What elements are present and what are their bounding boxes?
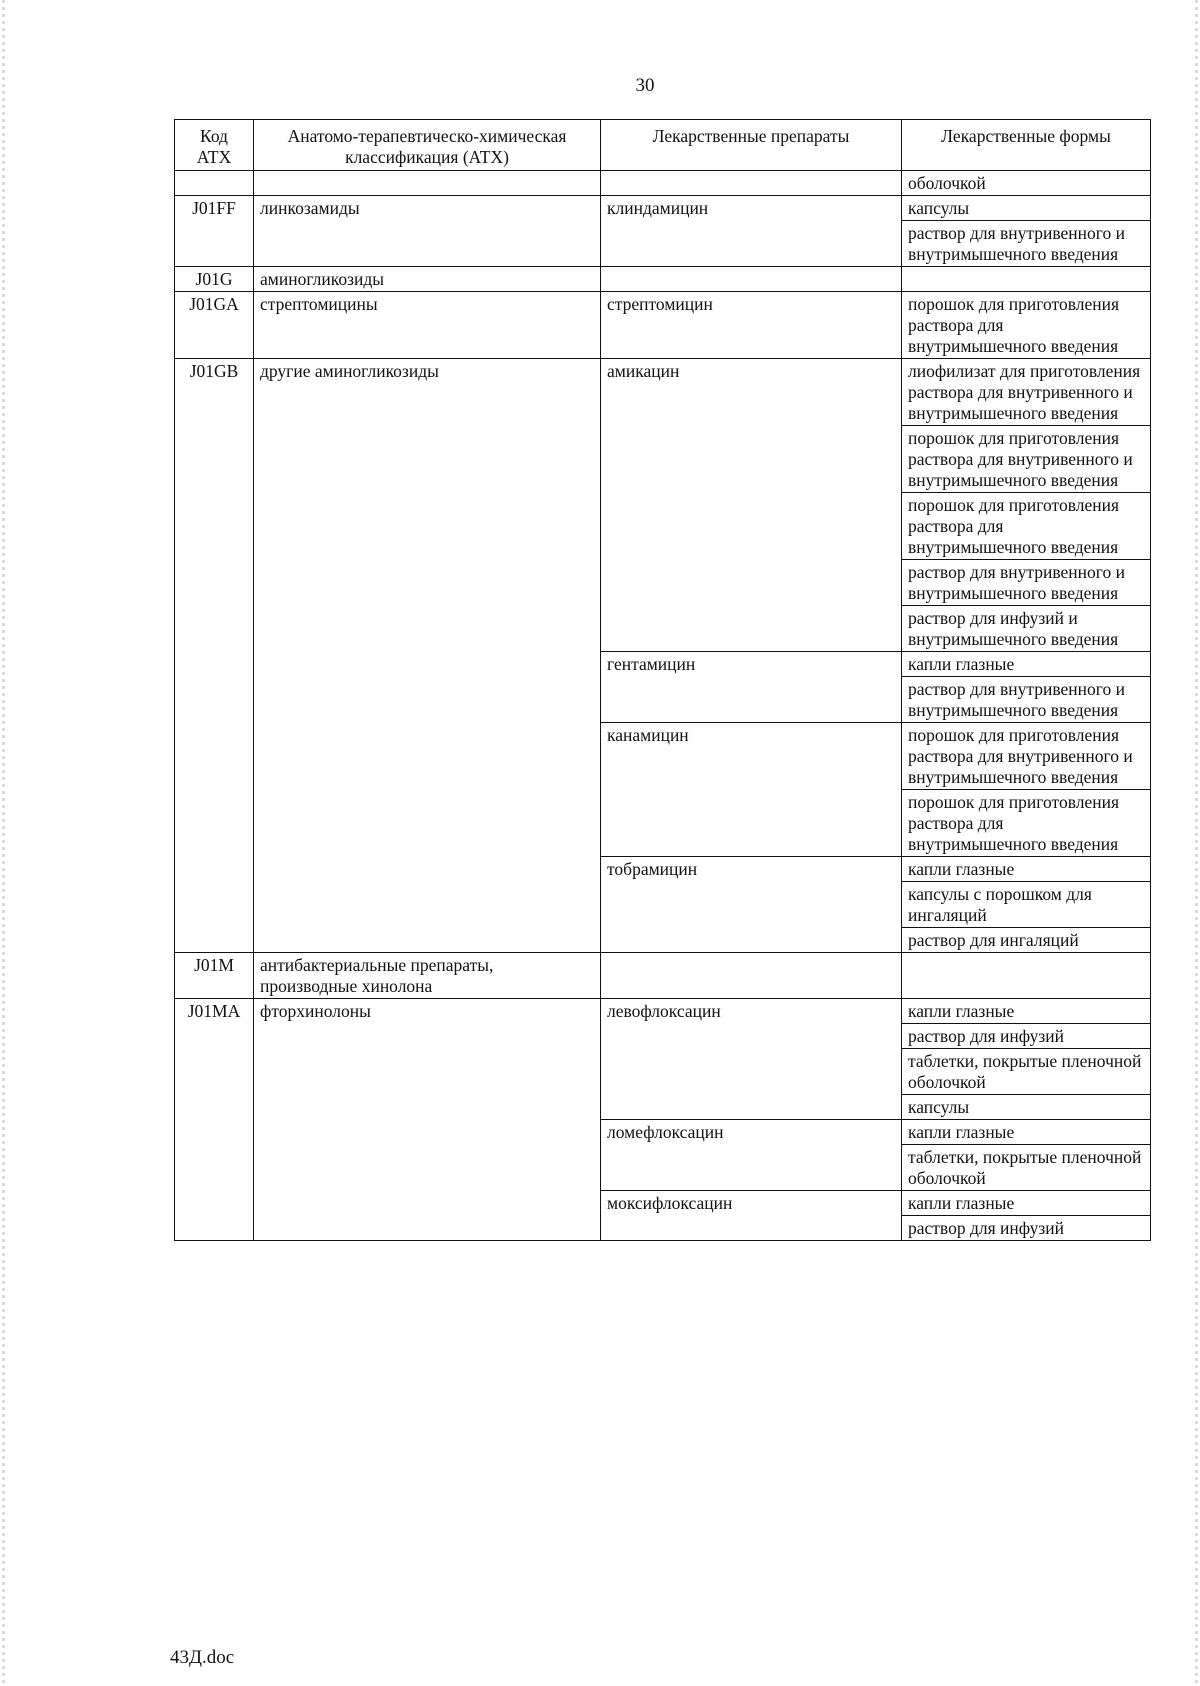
drug-form-cell: лиофилизат для приготовления раствора для внутривенного и внутримышечного введения xyxy=(902,359,1151,426)
drug-form-cell: порошок для приготовления раствора для внутримышечного введения xyxy=(902,790,1151,857)
drug-form-cell: капли глазные xyxy=(902,1191,1151,1216)
table-row xyxy=(175,953,1151,999)
drug-name-cell: моксифлоксацин xyxy=(601,1191,902,1241)
header-drugs: Лекарственные препараты xyxy=(601,120,902,171)
atx-classification-cell: аминогликозиды xyxy=(254,267,601,292)
drug-name-cell xyxy=(601,267,902,292)
drug-form-cell: раствор для инфузий xyxy=(902,1024,1151,1049)
table-row xyxy=(175,267,1151,292)
drug-form-cell: капсулы xyxy=(902,196,1151,221)
page-number: 30 xyxy=(635,75,655,96)
drug-form-cell: порошок для приготовления раствора для внутривенного и внутримышечного введения xyxy=(902,426,1151,493)
drug-name-cell: амикацин xyxy=(601,359,902,652)
drug-form-cell: раствор для инфузий и внутримышечного введения xyxy=(902,606,1151,652)
atx-code-cell: J01M xyxy=(175,953,254,999)
drug-form-cell: раствор для инфузий xyxy=(902,1216,1151,1241)
drug-form-cell: раствор для ингаляций xyxy=(902,928,1151,953)
scan-edge-left xyxy=(2,0,5,1686)
continuation-drug-cell xyxy=(601,171,902,196)
header-forms: Лекарственные формы xyxy=(902,120,1151,171)
header-code: Код АТХ xyxy=(175,120,254,171)
drug-form-cell: порошок для приготовления раствора для внутримышечного введения xyxy=(902,493,1151,560)
drug-name-cell xyxy=(601,953,902,999)
drug-form-cell: капли глазные xyxy=(902,857,1151,882)
drug-form-cell xyxy=(902,267,1151,292)
table-header-row xyxy=(175,120,1151,171)
drug-name-cell: клиндамицин xyxy=(601,196,902,267)
header-classification: Анатомо-терапевтическо-химическая классификация (АТХ) xyxy=(254,120,601,171)
table-row xyxy=(175,196,1151,221)
drug-name-cell: канамицин xyxy=(601,723,902,857)
atx-classification-cell: другие аминогликозиды xyxy=(254,359,601,953)
drug-form-cell: капли глазные xyxy=(902,652,1151,677)
drug-form-cell: капсулы с порошком для ингаляций xyxy=(902,882,1151,928)
drug-form-cell: порошок для приготовления раствора для внутримышечного введения xyxy=(902,292,1151,359)
atx-code-cell: J01GA xyxy=(175,292,254,359)
atx-classification-cell: стрептомицины xyxy=(254,292,601,359)
drug-name-cell: ломефлоксацин xyxy=(601,1120,902,1191)
continuation-form-cell: оболочкой xyxy=(902,171,1151,196)
footer-file-name: 43Д.doc xyxy=(170,1647,235,1668)
drug-form-cell: раствор для внутривенного и внутримышечного введения xyxy=(902,221,1151,267)
table-row xyxy=(175,292,1151,359)
drug-form-cell: капли глазные xyxy=(902,1120,1151,1145)
drug-form-cell: раствор для внутривенного и внутримышечного введения xyxy=(902,560,1151,606)
drug-name-cell: гентамицин xyxy=(601,652,902,723)
drug-form-cell: раствор для внутривенного и внутримышечного введения xyxy=(902,677,1151,723)
drug-form-cell: таблетки, покрытые пленочной оболочкой xyxy=(902,1049,1151,1095)
atx-classification-cell: линкозамиды xyxy=(254,196,601,267)
continuation-code-cell xyxy=(175,171,254,196)
atx-code-cell: J01MA xyxy=(175,999,254,1241)
atx-code-cell: J01GB xyxy=(175,359,254,953)
drug-form-cell: капсулы xyxy=(902,1095,1151,1120)
drug-name-cell: стрептомицин xyxy=(601,292,902,359)
continuation-classification-cell xyxy=(254,171,601,196)
scan-edge-right xyxy=(1195,0,1198,1686)
atx-classification-cell: фторхинолоны xyxy=(254,999,601,1241)
atx-table-body xyxy=(175,171,1151,1241)
drug-name-cell: левофлоксацин xyxy=(601,999,902,1120)
atx-table xyxy=(174,119,1151,1241)
drug-form-cell: таблетки, покрытые пленочной оболочкой xyxy=(902,1145,1151,1191)
atx-code-cell: J01FF xyxy=(175,196,254,267)
table-row xyxy=(175,359,1151,426)
drug-form-cell: порошок для приготовления раствора для внутривенного и внутримышечного введения xyxy=(902,723,1151,790)
drug-form-cell xyxy=(902,953,1151,999)
table-row xyxy=(175,999,1151,1024)
continuation-row xyxy=(175,171,1151,196)
drug-name-cell: тобрамицин xyxy=(601,857,902,953)
atx-classification-cell: антибактериальные препараты, производные хинолона xyxy=(254,953,601,999)
atx-code-cell: J01G xyxy=(175,267,254,292)
drug-form-cell: капли глазные xyxy=(902,999,1151,1024)
